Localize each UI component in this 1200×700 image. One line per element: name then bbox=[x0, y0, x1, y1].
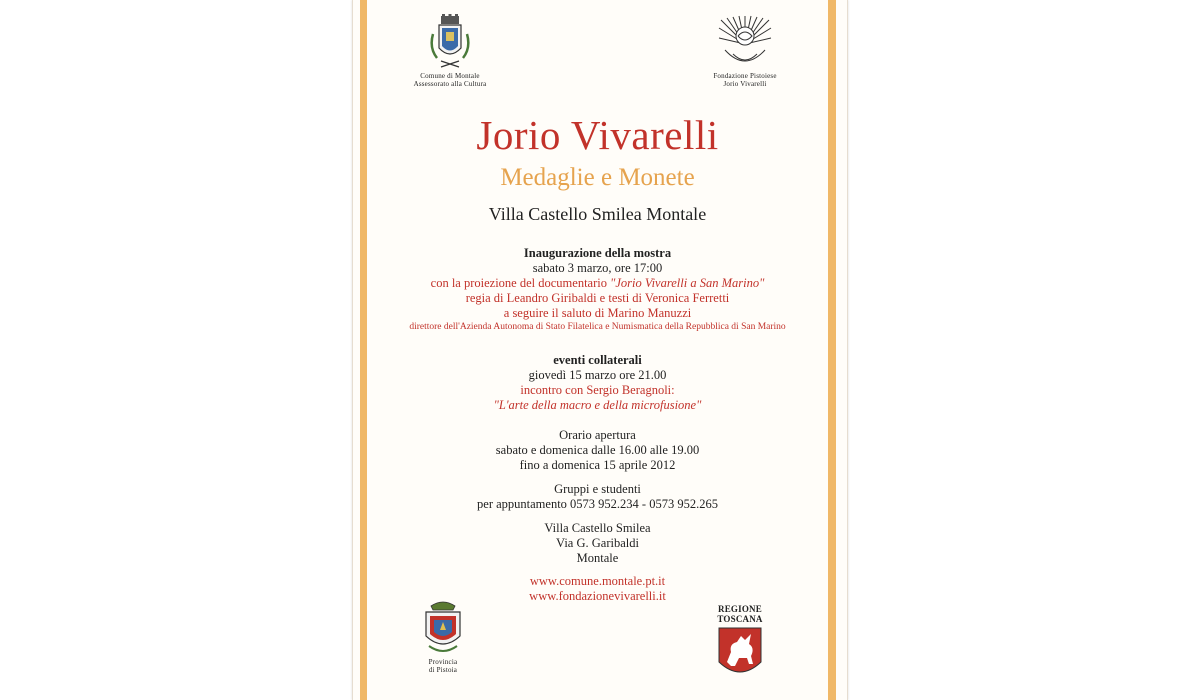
paper-edge-left bbox=[352, 0, 353, 700]
logo-provincia-pistoia bbox=[406, 600, 480, 674]
hours-block bbox=[367, 428, 828, 473]
screening-title: "Jorio Vivarelli a San Marino" bbox=[610, 276, 765, 290]
decorative-strip-right bbox=[828, 0, 836, 700]
address-block bbox=[367, 521, 828, 566]
inauguration-heading: Inaugurazione della mostra bbox=[523, 246, 672, 260]
greeting-line: a seguire il saluto di Marino Manuzzi bbox=[503, 306, 692, 320]
venue-line: Villa Castello Smilea Montale bbox=[488, 204, 707, 224]
screening-credits: regia di Leandro Giribaldi e testi di Veronica Ferretti bbox=[465, 291, 730, 305]
decorative-strip-left bbox=[360, 0, 367, 700]
page-title: Jorio Vivarelli bbox=[476, 112, 719, 158]
logo-caption-line2: Assessorato alla Cultura bbox=[413, 80, 487, 88]
screening-line bbox=[367, 276, 828, 291]
vivarelli-emblem-icon bbox=[713, 14, 777, 72]
hours-days: sabato e domenica dalle 16.00 alle 19.00 bbox=[495, 443, 700, 457]
logo-caption-line1: Comune di Montale bbox=[420, 72, 480, 80]
address-line2: Via G. Garibaldi bbox=[556, 536, 639, 550]
website-comune-link[interactable]: www.comune.montale.pt.it bbox=[529, 574, 666, 588]
paper-edge-right bbox=[847, 0, 848, 700]
hours-until: fino a domenica 15 aprile 2012 bbox=[519, 458, 676, 472]
montale-crest-icon bbox=[429, 14, 471, 72]
page-subtitle: Medaglie e Monete bbox=[500, 164, 695, 191]
groups-heading: Gruppi e studenti bbox=[554, 482, 641, 496]
address-line3: Montale bbox=[576, 551, 619, 565]
events-date: giovedì 15 marzo ore 21.00 bbox=[528, 368, 667, 382]
logo-caption-line2: di Pistoia bbox=[428, 666, 458, 674]
hours-heading: Orario apertura bbox=[559, 428, 636, 442]
events-meeting: incontro con Sergio Beragnoli: bbox=[520, 383, 675, 397]
events-heading: eventi collaterali bbox=[553, 353, 642, 367]
greeting-role: direttore dell'Azienda Autonoma di Stato Filatelica e Numismatica della Repubblica di San Marino bbox=[409, 322, 786, 332]
logo-caption-line1: Provincia bbox=[428, 658, 458, 666]
events-topic: "L'arte della macro e della microfusione" bbox=[493, 398, 702, 412]
groups-booking: per appuntamento 0573 952.234 - 0573 952.265 bbox=[477, 497, 718, 511]
logo-caption-line2: Jorio Vivarelli bbox=[723, 80, 767, 88]
inauguration-date: sabato 3 marzo, ore 17:00 bbox=[532, 261, 663, 275]
logo-caption-line1: REGIONE bbox=[718, 604, 762, 614]
toscana-pegasus-icon bbox=[717, 626, 763, 682]
logo-comune-montale bbox=[400, 14, 500, 88]
groups-block bbox=[367, 482, 828, 512]
address-line1: Villa Castello Smilea bbox=[544, 521, 651, 535]
logo-regione-toscana bbox=[712, 604, 768, 682]
screening-prefix: con la proiezione del documentario bbox=[430, 276, 611, 290]
events-block bbox=[367, 353, 828, 413]
inauguration-block bbox=[367, 246, 828, 333]
website-fondazione-link[interactable]: www.fondazionevivarelli.it bbox=[529, 589, 666, 603]
pistoia-crest-icon bbox=[423, 600, 463, 658]
logo-caption-line1: Fondazione Pistoiese bbox=[713, 72, 777, 80]
logo-fondazione-vivarelli bbox=[695, 14, 795, 88]
logo-caption-line2: TOSCANA bbox=[717, 614, 763, 624]
